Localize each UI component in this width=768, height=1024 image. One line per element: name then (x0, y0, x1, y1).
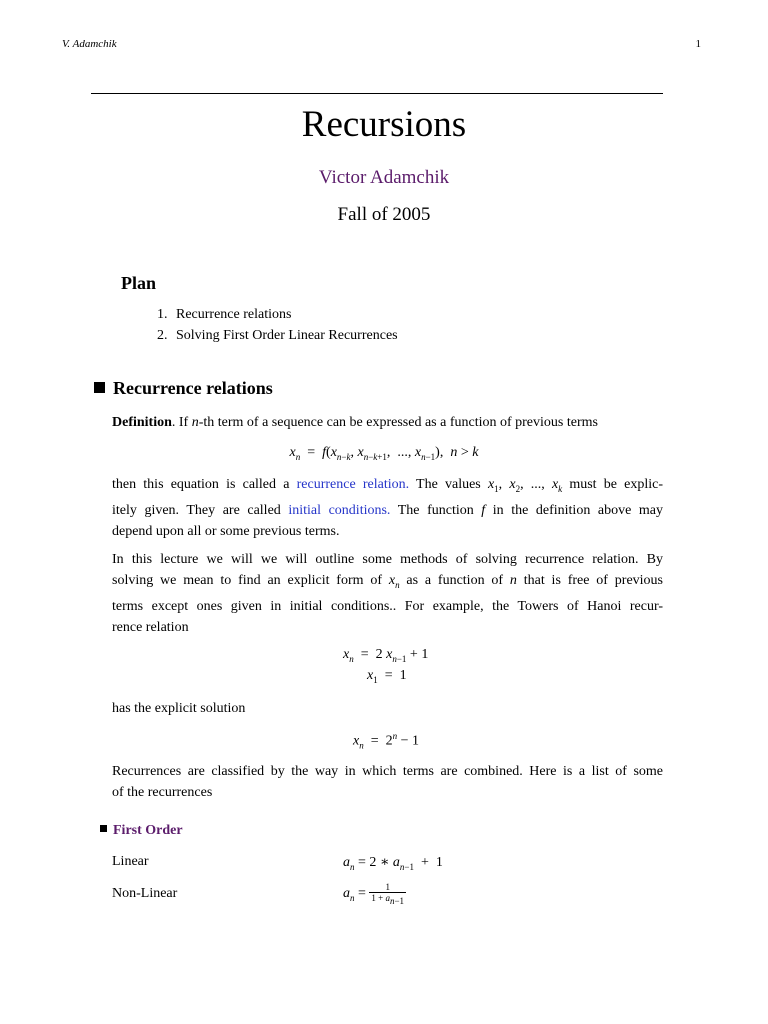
linear-label: Linear (112, 854, 149, 869)
hanoi-explicit-solution: $x_n = 2^n - 1$ (353, 731, 420, 751)
running-head-author: V. Adamchik (62, 38, 117, 50)
first-order-heading: First Order (100, 823, 183, 839)
definition-equation: $x_n = f(x_{n-k}$, $x_{n-k+1}$, ..., $x_{n-1}$), n > k (289, 445, 479, 462)
definition-lead: Definition (112, 415, 172, 430)
plan-item (157, 328, 398, 344)
definition-line: Definition. If n-th term of a sequence can be expressed as a function of previous terms (112, 415, 598, 430)
document-author: Victor Adamchik (318, 167, 450, 188)
plan-item-number: 1. (157, 307, 168, 322)
paragraph-classification: Recurrences are classified by the way in which terms are combined. Here is a list of some of the recurrences (112, 764, 663, 800)
linear-equation: $a_n = 2$ ∗ $a_{n-1} + 1$ (343, 855, 443, 872)
page-number: 1 (695, 38, 701, 50)
nonlinear-equation: $a_n$ = $\frac{1}{1 + a_{n-1}}$ (343, 882, 405, 906)
plan-item (157, 307, 291, 323)
document-date: Fall of 2005 (337, 204, 431, 225)
section-heading-text: Recurrence relations (113, 378, 273, 398)
recurrence-relation-link[interactable]: recurrence relation. (296, 477, 410, 492)
initial-conditions-link[interactable]: initial conditions. (288, 502, 391, 518)
nonlinear-label: Non-Linear (112, 886, 178, 901)
definition-paragraph (112, 412, 663, 433)
hanoi-recurrence-equation: $x_n = 2$ $x_{n-1} + 1$ (343, 647, 429, 664)
hanoi-initial-condition: $x_1 = 1$ (367, 668, 407, 685)
document-title: Recursions (301, 104, 467, 145)
paragraph-explicit: has the explicit solution (112, 701, 246, 716)
paragraph-lecture: In this lecture we will we will outline some methods of solving recurrence relation. By solving we mean to find an explicit form of $x_n$ as a function of n that is free of previous terms except ones given in initial conditions.. For example, the Towers of Hanoi recur- rence relation (112, 552, 664, 635)
nonlinear-fraction: $\frac{1}{1 + a_{n-1}}$ (371, 882, 405, 906)
section-bullet-icon (94, 382, 105, 393)
paragraph-recurrence: then this equation is called a recurrence relation. The values $x_1$, $x_2$, ..., $x_k$ must be explic- itely given. They are called initial conditions. The function f in the definition above may depend upon all or some previous terms. (112, 477, 664, 539)
title-rule (91, 93, 663, 94)
subsection-bullet-icon (100, 825, 107, 832)
plan-heading: Plan (121, 273, 157, 293)
plan-item-number: 2. (157, 328, 168, 343)
plan-item-label: Recurrence relations (176, 307, 292, 322)
section-heading (94, 378, 273, 399)
plan-item-label: Solving First Order Linear Recurrences (176, 328, 398, 343)
